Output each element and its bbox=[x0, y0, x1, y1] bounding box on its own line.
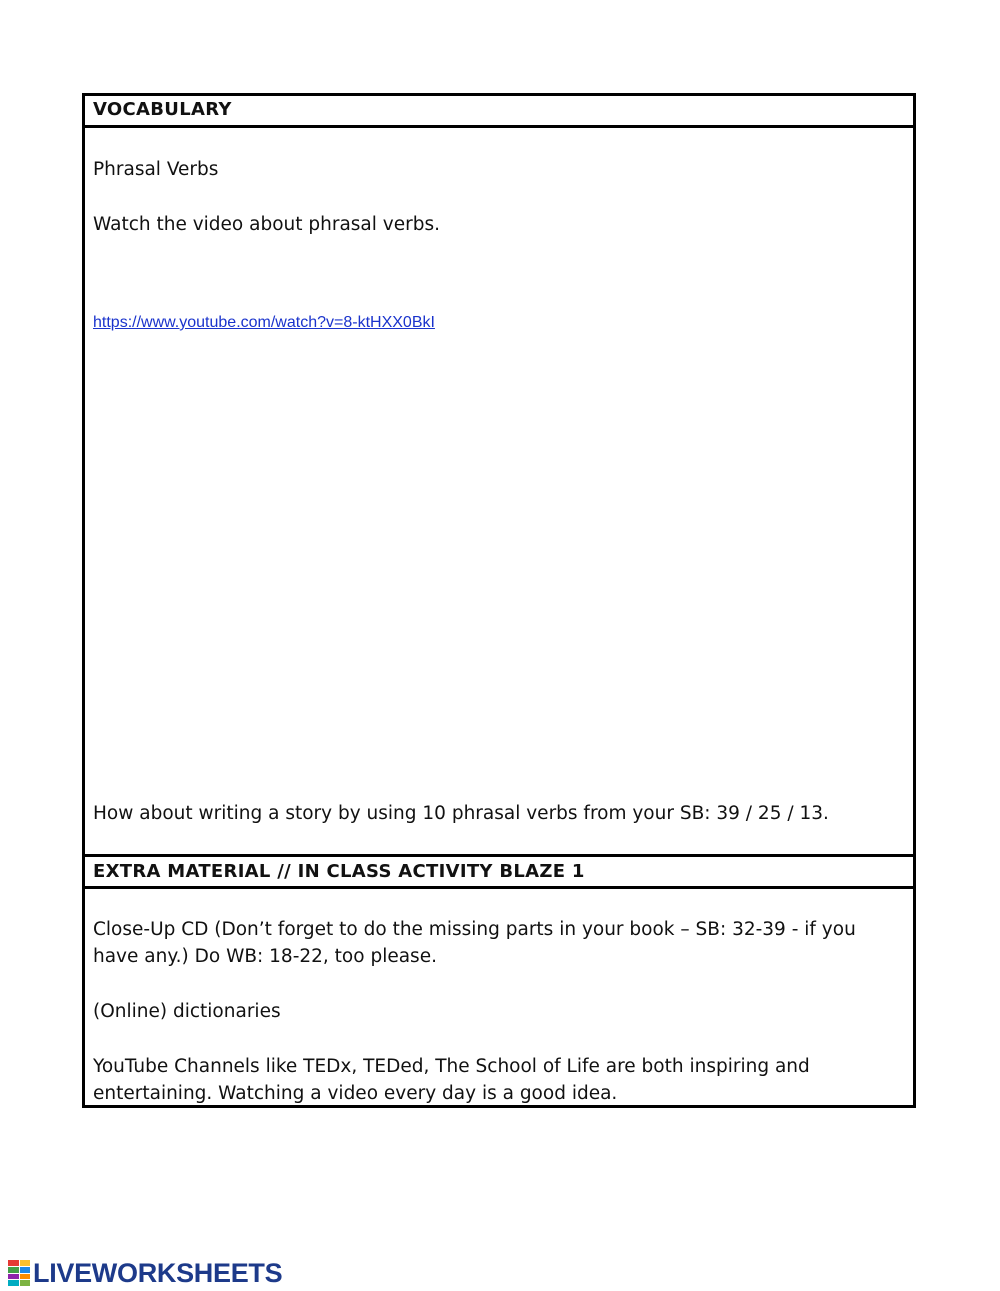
liveworksheets-logo[interactable] bbox=[8, 1259, 282, 1287]
logo-square bbox=[8, 1274, 19, 1280]
liveworksheets-logo-text: LIVEWORKSHEETS bbox=[33, 1258, 283, 1288]
logo-square bbox=[20, 1274, 31, 1280]
worksheet-table bbox=[82, 93, 916, 1108]
logo-square bbox=[8, 1267, 19, 1273]
youtube-channels-paragraph: YouTube Channels like TEDx, TEDed, The School of Life are both inspiring and entertaining. Watching a video every day is a good idea. bbox=[93, 1056, 810, 1104]
logo-square bbox=[8, 1260, 19, 1266]
liveworksheets-logo-icon bbox=[8, 1260, 30, 1286]
watch-video-instruction: Watch the video about phrasal verbs. bbox=[93, 214, 440, 235]
phrasal-verbs-title: Phrasal Verbs bbox=[93, 159, 219, 180]
youtube-link[interactable]: https://www.youtube.com/watch?v=8-ktHXX0BkI bbox=[93, 314, 435, 331]
online-dictionaries-paragraph: (Online) dictionaries bbox=[93, 1001, 281, 1022]
logo-square bbox=[20, 1267, 31, 1273]
logo-square bbox=[20, 1260, 31, 1266]
logo-square bbox=[20, 1280, 31, 1286]
vocabulary-header: VOCABULARY bbox=[85, 96, 913, 128]
story-task: How about writing a story by using 10 phrasal verbs from your SB: 39 / 25 / 13. bbox=[93, 803, 829, 824]
logo-square bbox=[8, 1280, 19, 1286]
close-up-cd-paragraph: Close-Up CD (Don’t forget to do the missing parts in your book – SB: 32-39 - if you have any.) Do WB: 18-22, too please. bbox=[93, 919, 856, 967]
extra-material-header: EXTRA MATERIAL // IN CLASS ACTIVITY BLAZE 1 bbox=[85, 854, 913, 889]
